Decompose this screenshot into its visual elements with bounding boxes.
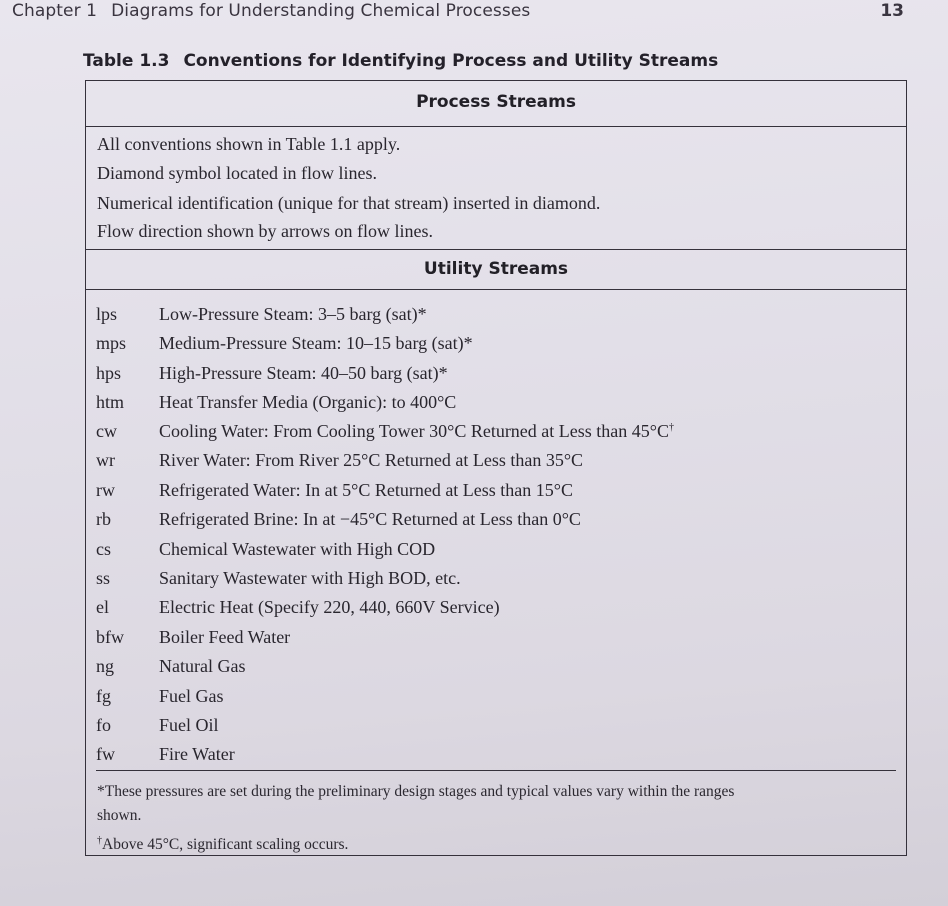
utility-description: Fire Water — [159, 744, 235, 764]
table-rule — [86, 249, 906, 250]
utility-row — [96, 480, 573, 509]
utility-code: ng — [96, 656, 114, 676]
utility-description: Medium-Pressure Steam: 10–15 barg (sat)* — [159, 333, 473, 353]
table-caption-text: Conventions for Identifying Process and Utility Streams — [183, 51, 719, 71]
utility-row — [96, 744, 235, 773]
utility-description: Refrigerated Brine: In at −45°C Returned at Less than 0°C — [159, 509, 581, 529]
utility-row — [96, 539, 435, 568]
process-convention-line: Numerical identification (unique for that stream) inserted in diamond. — [97, 193, 601, 213]
utility-code: wr — [96, 450, 115, 470]
footnote-pressures-line2: shown. — [97, 807, 142, 824]
utility-description: Chemical Wastewater with High COD — [159, 539, 436, 559]
footnote-pressures-line1: *These pressures are set during the preliminary design stages and typical values vary within the ranges — [97, 783, 735, 800]
utility-code: fg — [96, 686, 111, 706]
process-convention-line: All conventions shown in Table 1.1 apply. — [97, 134, 401, 154]
utility-code: rw — [96, 480, 115, 500]
utility-row — [96, 509, 581, 538]
footnote-dagger: † — [668, 422, 674, 433]
utility-code: mps — [96, 333, 127, 353]
utility-description: Natural Gas — [159, 656, 246, 676]
footnote-rule — [96, 770, 896, 771]
utility-row — [96, 656, 245, 685]
utility-description: Fuel Gas — [159, 686, 224, 706]
utility-row — [96, 421, 674, 450]
utility-code: hps — [96, 363, 122, 383]
table-rule — [86, 126, 906, 127]
utility-row — [96, 597, 500, 626]
utility-description: River Water: From River 25°C Returned at Less than 35°C — [159, 450, 584, 470]
utility-description: Cooling Water: From Cooling Tower 30°C Returned at Less than 45°C — [159, 421, 669, 441]
utility-description: Sanitary Wastewater with High BOD, etc. — [159, 568, 461, 588]
table-rule — [86, 289, 906, 290]
utility-row — [96, 392, 456, 421]
footnote-dagger: † — [97, 835, 102, 846]
utility-streams-heading: Utility Streams — [423, 259, 569, 279]
utility-row — [96, 686, 224, 715]
utility-description: Fuel Oil — [159, 715, 219, 735]
utility-row — [96, 333, 473, 362]
utility-row — [96, 304, 427, 333]
table-number: Table 1.3 — [83, 51, 170, 71]
utility-code: fo — [96, 715, 111, 735]
footnote-pressures — [97, 780, 887, 828]
footnote-scaling — [97, 829, 887, 857]
utility-description: Heat Transfer Media (Organic): to 400°C — [159, 392, 457, 412]
utility-code: rb — [96, 509, 111, 529]
conventions-table — [85, 80, 907, 856]
utility-code: fw — [96, 744, 115, 764]
utility-code: htm — [96, 392, 125, 412]
utility-description: Electric Heat (Specify 220, 440, 660V Service) — [159, 597, 500, 617]
utility-code: el — [96, 597, 109, 617]
chapter-label: Chapter 1 — [12, 1, 98, 21]
process-convention-line: Flow direction shown by arrows on flow lines. — [97, 221, 433, 241]
footnote-scaling-text: Above 45°C, significant scaling occurs. — [102, 836, 349, 854]
utility-code: lps — [96, 304, 118, 324]
page-number: 13 — [880, 1, 904, 21]
process-streams-heading: Process Streams — [416, 92, 576, 112]
utility-row — [96, 627, 290, 656]
utility-row — [96, 568, 461, 597]
utility-row — [96, 450, 583, 479]
utility-code: cs — [96, 539, 111, 559]
chapter-title: Diagrams for Understanding Chemical Processes — [111, 1, 531, 21]
utility-description: Boiler Feed Water — [159, 627, 291, 647]
utility-code: ss — [96, 568, 111, 588]
utility-code: cw — [96, 421, 117, 441]
utility-description: Low-Pressure Steam: 3–5 barg (sat)* — [159, 304, 427, 324]
utility-row — [96, 363, 448, 392]
process-convention-line: Diamond symbol located in flow lines. — [97, 163, 377, 183]
utility-description: Refrigerated Water: In at 5°C Returned at Less than 15°C — [159, 480, 573, 500]
utility-row — [96, 715, 219, 744]
utility-code: bfw — [96, 627, 124, 647]
running-head — [12, 1, 530, 21]
table-caption — [83, 51, 718, 71]
utility-description: High-Pressure Steam: 40–50 barg (sat)* — [159, 363, 448, 383]
